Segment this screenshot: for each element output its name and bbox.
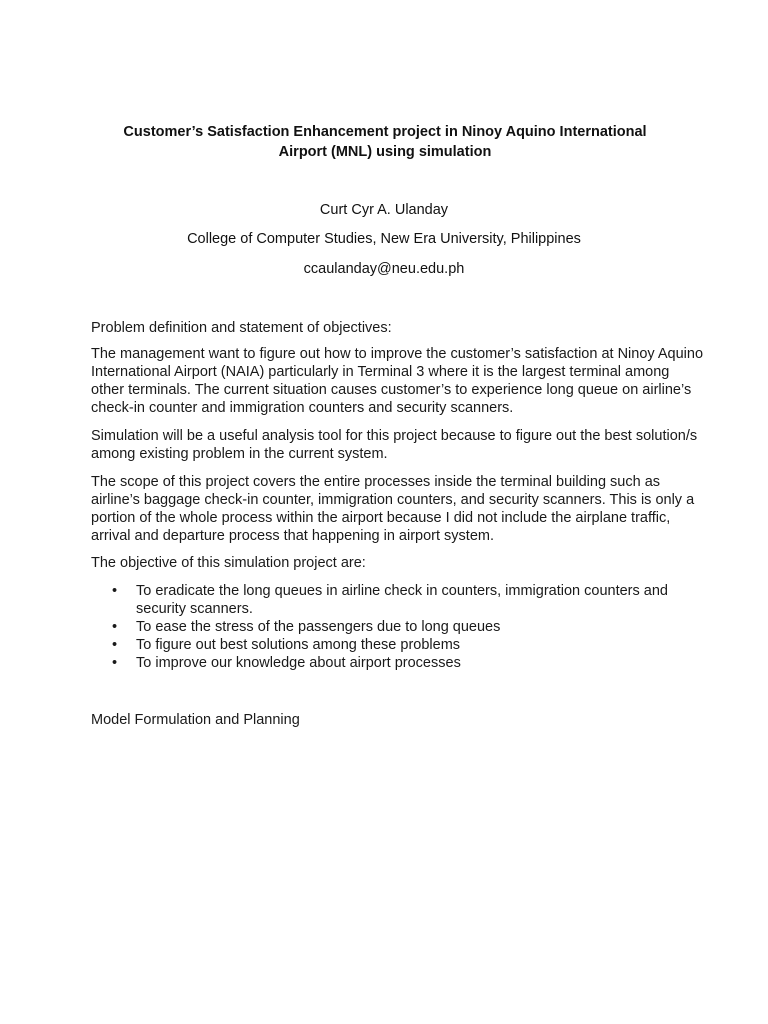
author-name: Curt Cyr A. Ulanday [319,202,449,218]
list-item-line: To ease the stress of the passengers due to long queues [136,619,501,635]
objectives-list [112,582,692,672]
paragraph-line: The management want to figure out how to improve the customer’s satisfaction at Ninoy Aquino [91,346,704,362]
list-item [112,582,692,618]
document-title [90,122,680,162]
author-email: ccaulanday@neu.edu.ph [303,261,465,277]
paragraph-line: International Airport (NAIA) particularly in Terminal 3 where it is the largest terminal among [91,364,670,380]
bullet-icon: • [112,655,118,671]
list-item [112,654,692,672]
paragraph-objective-intro: The objective of this simulation project are: [91,555,366,571]
list-item-line: security scanners. [136,601,253,617]
title-line: Customer’s Satisfaction Enhancement project in Ninoy Aquino International [123,124,647,140]
paragraph-line: arrival and departure process that happening in airport system. [91,528,494,544]
list-item-line: To figure out best solutions among these problems [136,637,461,653]
paragraph-line: airline’s baggage check-in counter, immigration counters, and security scanners. This is only a [91,492,695,508]
paragraph-line: among existing problem in the current system. [91,446,388,462]
section-heading-model: Model Formulation and Planning [91,712,300,728]
bullet-icon: • [112,637,118,653]
bullet-icon: • [112,619,118,635]
paragraph-line: portion of the whole process within the airport because I did not include the airplane traffic, [91,510,671,526]
paragraph-line: Simulation will be a useful analysis tool for this project because to figure out the best solution/s [91,428,698,444]
paragraph-scope [91,473,695,545]
list-item-line: To eradicate the long queues in airline check in counters, immigration counters and [136,583,668,599]
paragraph-problem [91,345,704,417]
paragraph-simulation [91,427,698,463]
paragraph-line: The scope of this project covers the entire processes inside the terminal building such as [91,474,661,490]
paragraph-line: check-in counter and immigration counters and security scanners. [91,400,514,416]
author-affiliation: College of Computer Studies, New Era University, Philippines [187,231,581,247]
section-heading-problem: Problem definition and statement of objectives: [91,320,392,336]
list-item [112,618,692,636]
bullet-icon: • [112,583,118,599]
list-item-line: To improve our knowledge about airport processes [136,655,461,671]
list-item [112,636,692,654]
title-line: Airport (MNL) using simulation [278,144,492,160]
paragraph-line: other terminals. The current situation causes customer’s to experience long queue on airline’s [91,382,692,398]
